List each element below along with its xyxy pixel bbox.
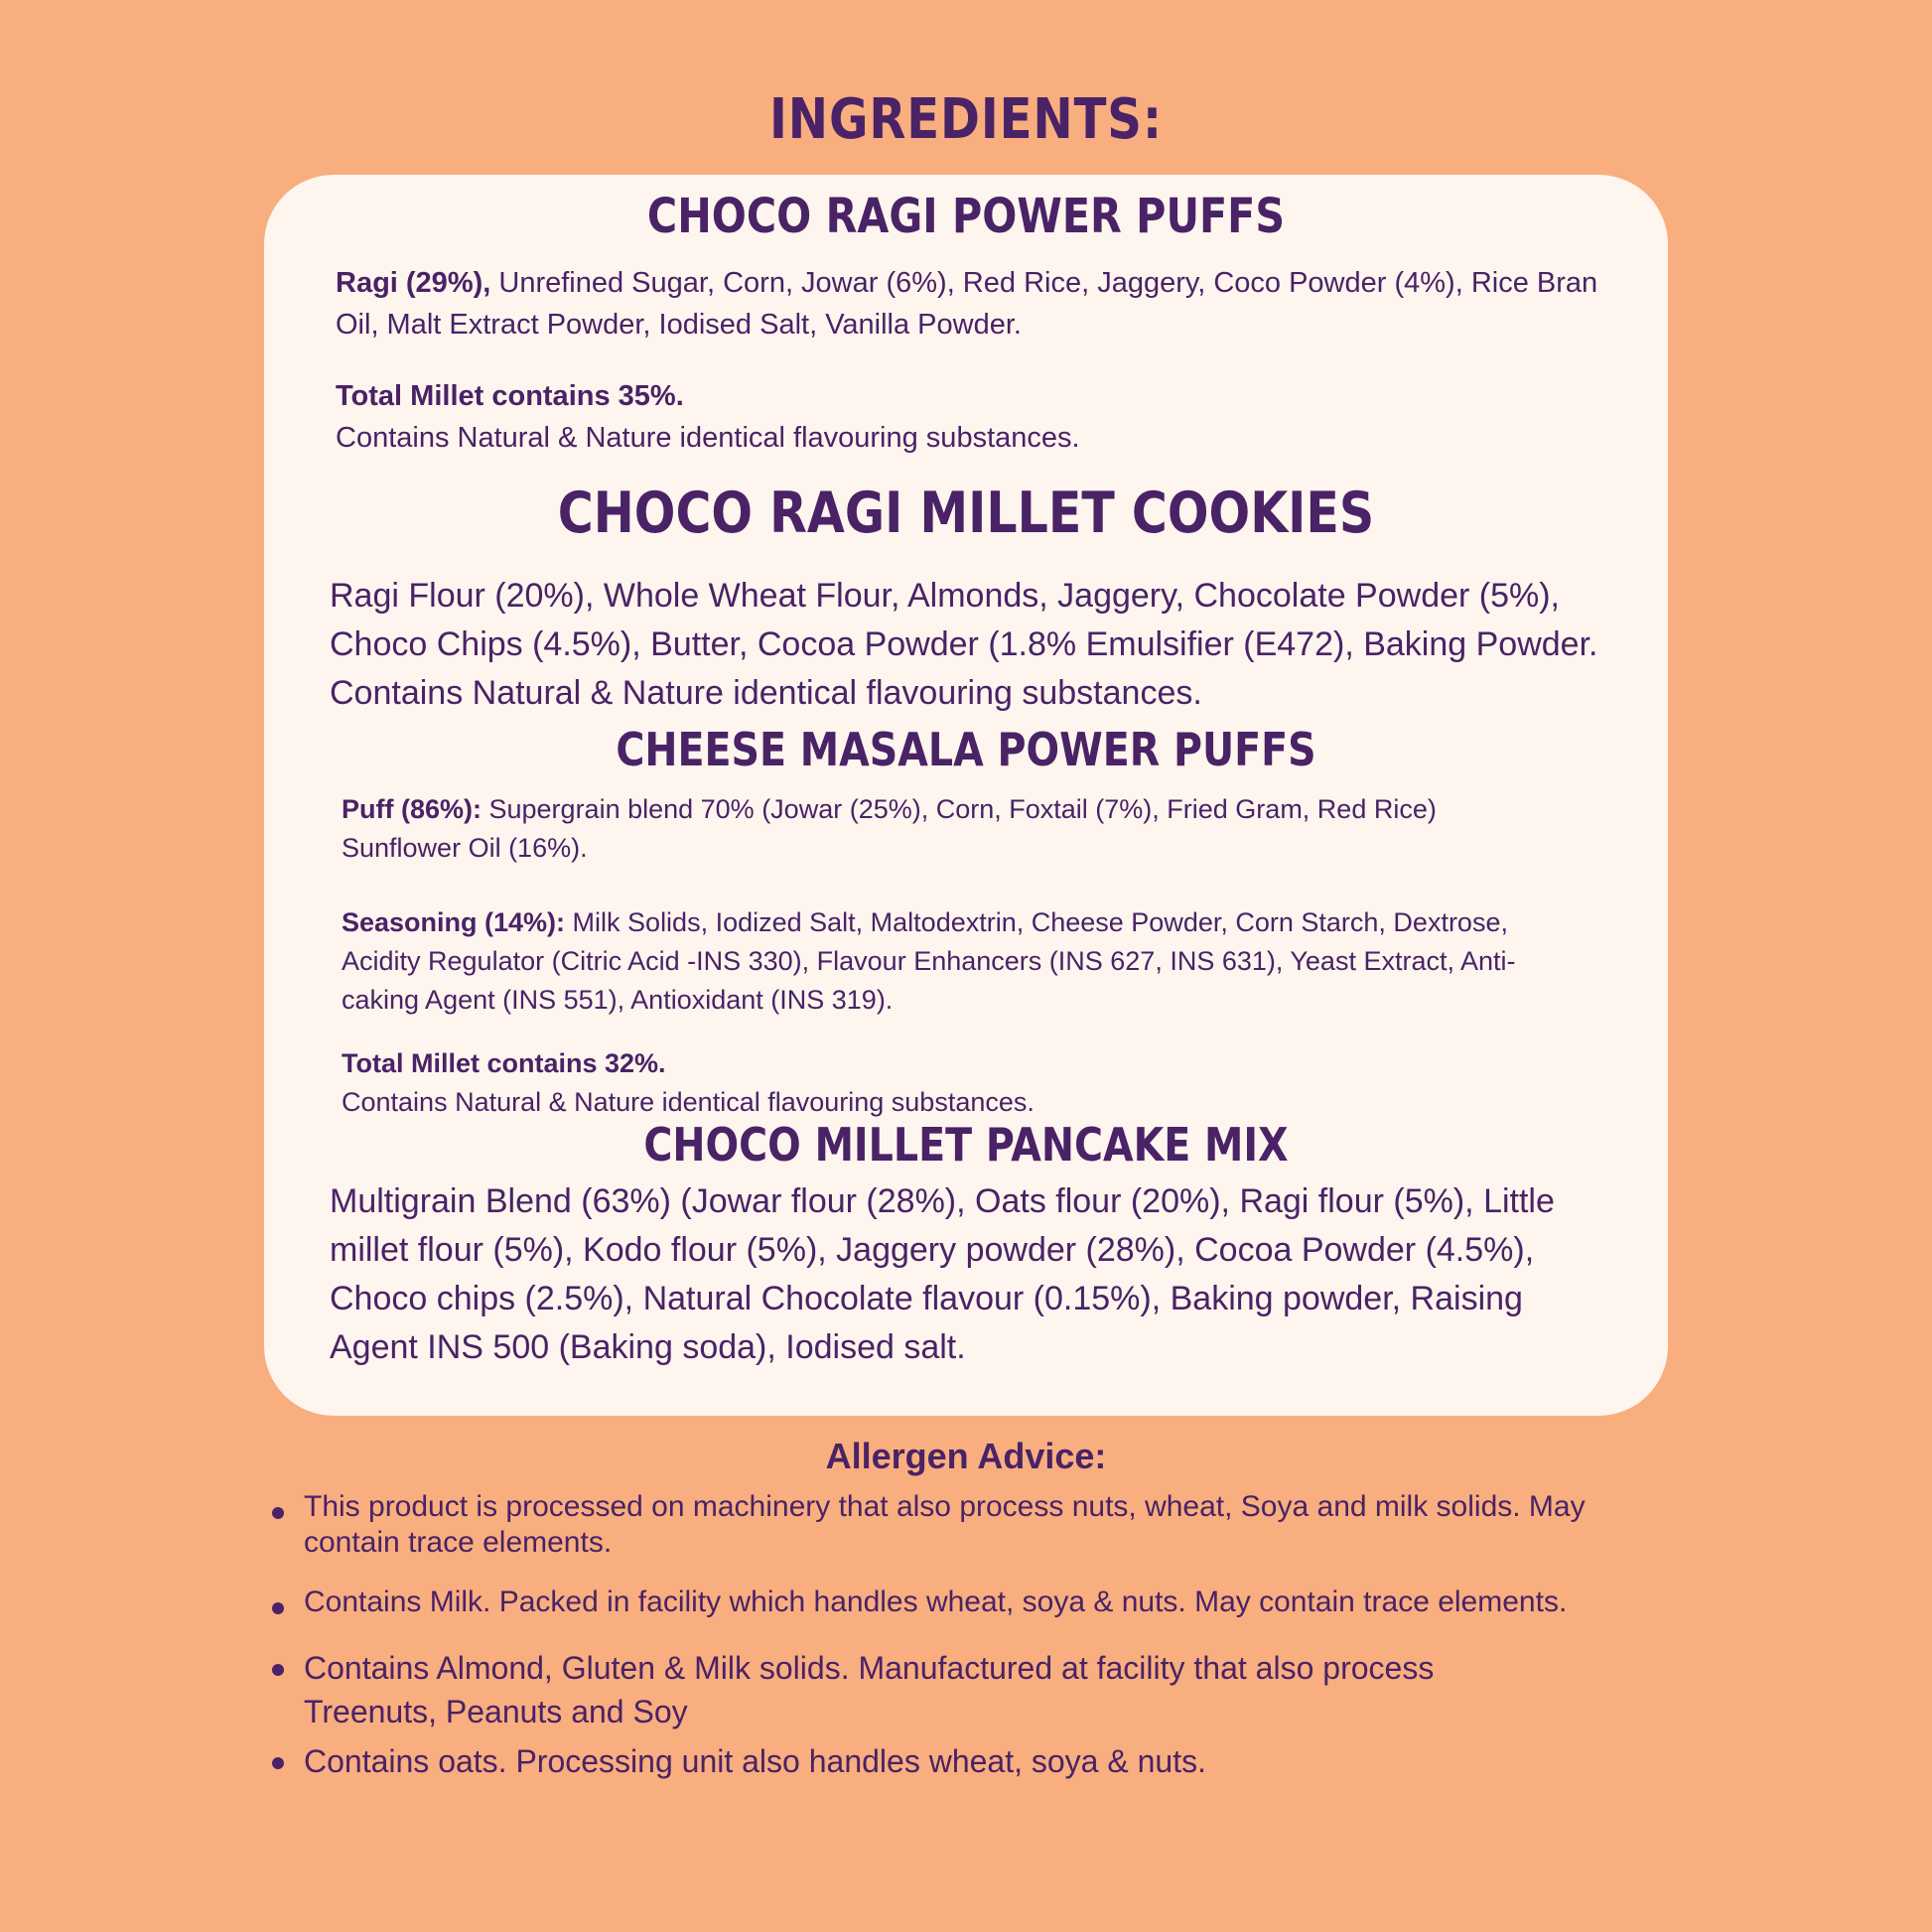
total-millet-line: Total Millet contains 32%. [342, 1048, 666, 1078]
section-title-choco-millet-pancake-mix: CHOCO MILLET PANCAKE MIX [643, 1118, 1289, 1172]
allergen-item [270, 1739, 1680, 1783]
page-title: INGREDIENTS: [769, 87, 1163, 152]
millet-info [336, 375, 1616, 459]
seasoning-list: Milk Solids, Iodized Salt, Maltodextrin, Cheese Powder, Corn Starch, Dextrose, Acidity Regulator (Citric Acid -INS 330), Flavour Enhancers (INS 627, INS 631), Yeast Extract, Anti-caking Agent (INS 551), Antioxidant (INS 319). [342, 907, 1516, 1015]
seasoning-ingredients [342, 903, 1553, 1020]
millet-info [342, 1044, 1553, 1122]
flavouring-line: Contains Natural & Nature identical flavouring substances. [336, 422, 1080, 454]
flavouring-line: Contains Natural & Nature identical flavouring substances. [342, 1087, 1035, 1117]
allergen-title: Allergen Advice: [825, 1436, 1107, 1476]
section-ingredients-text: Ragi Flour (20%), Whole Wheat Flour, Almonds, Jaggery, Chocolate Powder (5%), Choco Chips (4.5%), Butter, Cocoa Powder (1.8% Emulsifier (E472), Baking Powder. Contains Natural & Nature identical flavouring substances. [330, 577, 1598, 712]
puff-ingredients [342, 790, 1503, 868]
total-millet-line: Total Millet contains 35%. [336, 380, 684, 412]
allergen-item-text: Contains oats. Processing unit also handles wheat, soya & nuts. [304, 1743, 1206, 1779]
ingredients-card [264, 175, 1668, 1416]
bullet-icon [272, 1602, 284, 1614]
section-title-choco-ragi-power-puffs: CHOCO RAGI POWER PUFFS [646, 189, 1286, 244]
allergen-item [270, 1585, 1680, 1620]
bullet-icon [272, 1664, 284, 1676]
bullet-icon [272, 1507, 284, 1519]
seasoning-label: Seasoning (14%): [342, 907, 566, 937]
ingredient-list: Unrefined Sugar, Corn, Jowar (6%), Red Rice, Jaggery, Coco Powder (4%), Rice Bran Oil, Malt Extract Powder, Iodised Salt, Vanilla Powder. [336, 267, 1598, 341]
section-ingredients-text [336, 262, 1616, 345]
section-title-choco-ragi-millet-cookies: CHOCO RAGI MILLET COOKIES [557, 481, 1375, 546]
allergen-list [270, 1489, 1680, 1783]
ingredient-highlight: Ragi (29%), [336, 267, 491, 299]
allergen-item-text: Contains Milk. Packed in facility which handles wheat, soya & nuts. May contain trace elements. [304, 1586, 1568, 1618]
section-ingredients-text: Multigrain Blend (63%) (Jowar flour (28%), Oats flour (20%), Ragi flour (5%), Little millet flour (5%), Kodo flour (5%), Jaggery powder (28%), Cocoa Powder (4.5%), Choco chips (2.5%), Natural Chocolate flavour (0.15%), Baking powder, Raising Agent INS 500 (Baking soda), Iodised salt. [330, 1182, 1555, 1366]
bullet-icon [272, 1757, 284, 1769]
puff-label: Puff (86%): [342, 794, 482, 824]
allergen-item [270, 1646, 1475, 1733]
puff-list: Supergrain blend 70% (Jowar (25%), Corn, Foxtail (7%), Fried Gram, Red Rice) Sunflower Oil (16%). [342, 794, 1437, 863]
allergen-item [270, 1489, 1680, 1561]
allergen-item-text: Contains Almond, Gluten & Milk solids. Manufactured at facility that also process Treenuts, Peanuts and Soy [304, 1650, 1435, 1729]
allergen-item-text: This product is processed on machinery that also process nuts, wheat, Soya and milk solids. May contain trace elements. [304, 1490, 1586, 1559]
section-title-cheese-masala-power-puffs: CHEESE MASALA POWER PUFFS [616, 723, 1316, 776]
